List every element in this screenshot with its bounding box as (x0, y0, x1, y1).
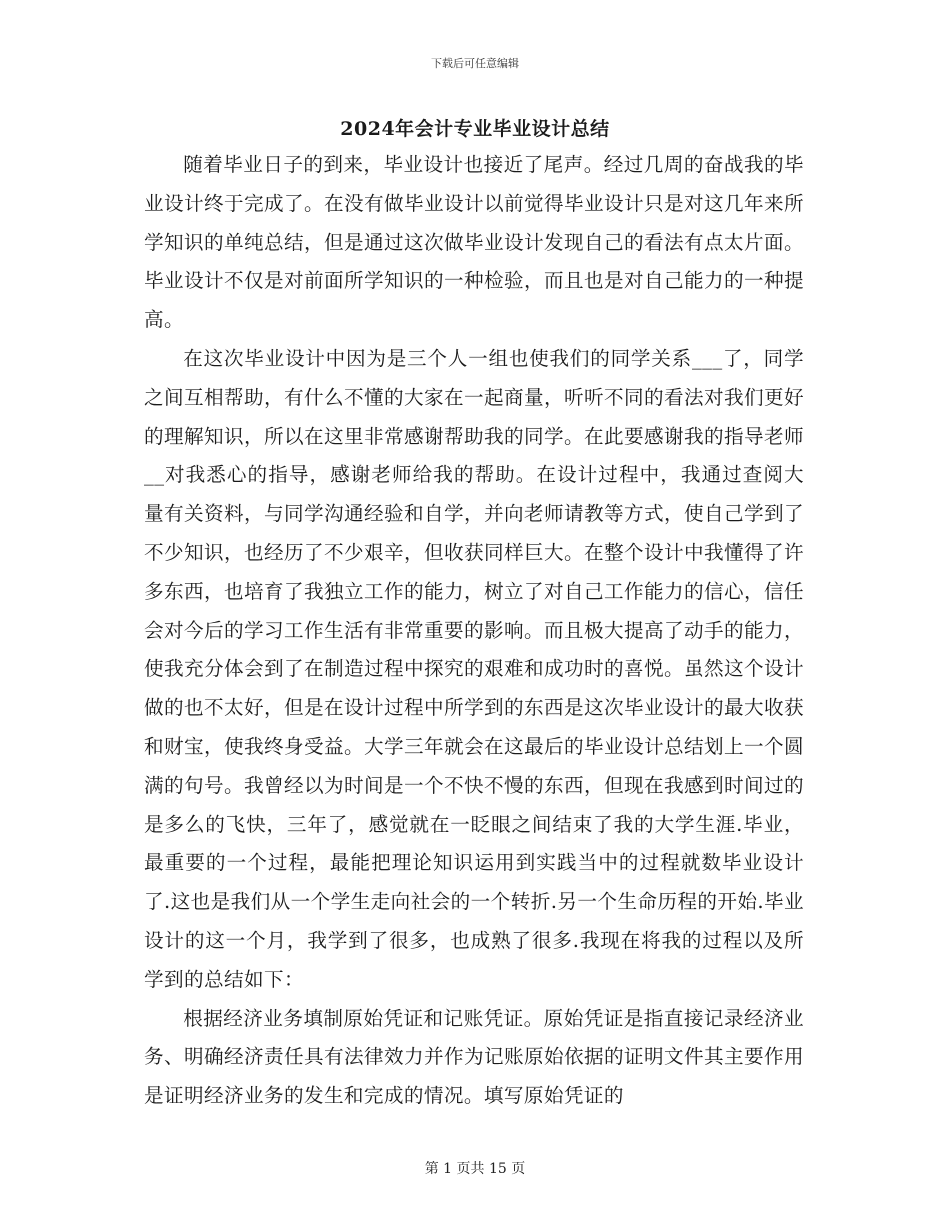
document-body (144, 146, 804, 1116)
paragraph-intro: 随着毕业日子的到来，毕业设计也接近了尾声。经过几周的奋战我的毕业设计终于完成了。在没有做毕业设计以前觉得毕业设计只是对这几年来所学知识的单纯总结，但是通过这次做毕业设计发现自己的看法有点太片面。毕业设计不仅是对前面所学知识的一种检验，而且也是对自己能力的一种提高。 (144, 153, 804, 332)
paragraph-reflection: 在这次毕业设计中因为是三个人一组也使我们的同学关系___了，同学之间互相帮助，有什么不懂的大家在一起商量，听听不同的看法对我们更好的理解知识，所以在这里非常感谢帮助我的同学。在此要感谢我的指导老师__对我悉心的指导，感谢老师给我的帮助。在设计过程中，我通过查阅大量有关资料，与同学沟通经验和自学，并向老师请教等方式，使自己学到了不少知识，也经历了不少艰辛，但收获同样巨大。在整个设计中我懂得了许多东西，也培育了我独立工作的能力，树立了对自己工作能力的信心，信任会对今后的学习工作生活有非常重要的影响。而且极大提高了动手的能力，使我充分体会到了在制造过程中探究的艰难和成功时的喜悦。虽然这个设计做的也不太好，但是在设计过程中所学到的东西是这次毕业设计的最大收获和财宝，使我终身受益。大学三年就会在这最后的毕业设计总结划上一个圆满的句号。我曾经以为时间是一个不快不慢的东西，但现在我感到时间过的是多么的飞快，三年了，感觉就在一眨眼之间结束了我的大学生涯.毕业，最重要的一个过程，最能把理论知识运用到实践当中的过程就数毕业设计了.这也是我们从一个学生走向社会的一个转折.另一个生命历程的开始.毕业设计的这一个月，我学到了很多，也成熟了很多.我现在将我的过程以及所学到的总结如下： (144, 346, 804, 991)
page-header-note: 下载后可任意编辑 (431, 57, 519, 70)
document-title: 2024年会计专业毕业设计总结 (340, 118, 610, 140)
paragraph-vouchers: 根据经济业务填制原始凭证和记账凭证。原始凭证是指直接记录经济业务、明确经济责任具有法律效力并作为记账原始依据的证明文件其主要作用是证明经济业务的发生和完成的情况。填写原始凭证的 (144, 1006, 804, 1108)
page-number: 第 1 页共 15 页 (424, 1161, 526, 1177)
